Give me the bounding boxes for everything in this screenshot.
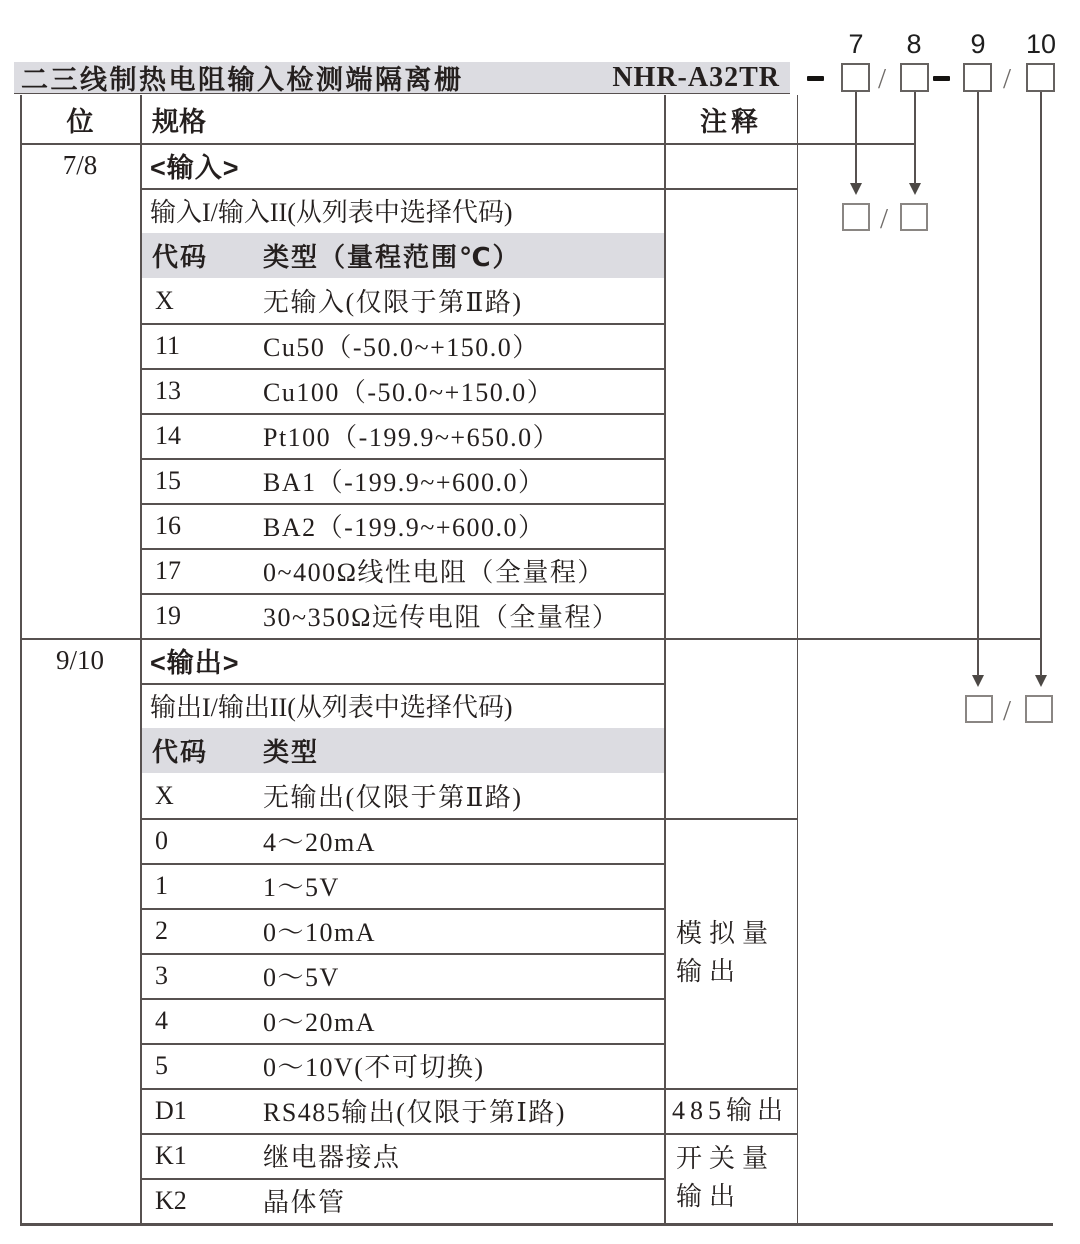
row-type: Cu100（-50.0~+150.0）	[263, 378, 555, 407]
dash-separator	[807, 76, 824, 81]
row-type: Cu50（-50.0~+150.0）	[263, 333, 540, 362]
row-code: X	[155, 780, 174, 810]
table-border-line	[1040, 92, 1042, 676]
order-box-digit-9	[963, 63, 992, 92]
slash-separator: /	[1002, 695, 1012, 727]
row-type: 4～20mA	[263, 828, 377, 857]
row-type: BA2（-199.9~+600.0）	[263, 513, 546, 542]
slash-separator: /	[877, 63, 887, 95]
row-type: BA1（-199.9~+600.0）	[263, 468, 546, 497]
column-header-note: 注释	[700, 106, 762, 137]
digit-label-7: 7	[848, 29, 864, 59]
input-code-box-1	[842, 203, 870, 231]
title-bar	[14, 62, 790, 94]
table-border-line	[20, 1223, 1053, 1226]
section-subhead: <输入>	[150, 153, 240, 183]
table-border-line	[20, 95, 22, 1223]
row-code: 2	[155, 915, 168, 945]
arrow-down-icon	[909, 183, 921, 195]
row-type: 0～20mA	[263, 1008, 377, 1037]
row-type: 0～5V	[263, 963, 340, 992]
table-border-line	[140, 1133, 798, 1135]
position-label-9-10: 9/10	[55, 645, 104, 675]
order-box-digit-10	[1026, 63, 1055, 92]
table-border-line	[140, 998, 664, 1000]
arrow-down-icon	[850, 183, 862, 195]
row-code: 19	[155, 600, 181, 630]
table-border-line	[664, 95, 666, 1223]
table-border-line	[140, 818, 798, 820]
row-code: 1	[155, 870, 168, 900]
note-485-output: 485输出	[672, 1095, 789, 1125]
table-border-line	[140, 908, 664, 910]
row-type: 继电器接点	[263, 1143, 401, 1172]
row-code: 13	[155, 375, 181, 405]
code-column-header: 代码	[152, 242, 209, 272]
table-border-line	[797, 95, 799, 1223]
row-code: 4	[155, 1005, 168, 1035]
type-column-header: 类型（量程范围℃）	[263, 242, 521, 272]
arrow-down-icon	[972, 675, 984, 687]
row-code: 15	[155, 465, 181, 495]
digit-label-8: 8	[906, 29, 922, 59]
input-code-box-2	[900, 203, 928, 231]
row-code: D1	[155, 1095, 187, 1125]
row-code: 5	[155, 1050, 168, 1080]
select-hint: 输出I/输出II(从列表中选择代码)	[150, 693, 513, 722]
row-code: K1	[155, 1140, 187, 1170]
position-label-7-8: 7/8	[62, 150, 98, 180]
row-code: 11	[155, 330, 181, 360]
row-type: 30~350Ω远传电阻（全量程）	[263, 603, 620, 632]
column-header-position: 位	[66, 106, 94, 137]
output-code-box-1	[965, 695, 993, 723]
code-column-header: 代码	[152, 737, 209, 767]
order-box-digit-7	[841, 63, 870, 92]
note-switch-output: 开关量输出	[676, 1144, 776, 1211]
select-hint: 输入I/输入II(从列表中选择代码)	[150, 198, 513, 227]
row-type: Pt100（-199.9~+650.0）	[263, 423, 561, 452]
row-type: 晶体管	[263, 1188, 346, 1217]
row-code: K2	[155, 1185, 187, 1215]
table-border-line	[977, 92, 979, 676]
column-header-spec: 规格	[152, 106, 206, 137]
digit-label-9: 9	[970, 29, 986, 59]
row-type: 0~400Ω线性电阻（全量程）	[263, 558, 605, 587]
table-border-line	[855, 92, 857, 184]
output-code-box-2	[1025, 695, 1053, 723]
table-border-line	[140, 95, 142, 1223]
model-number: NHR-A32TR	[612, 61, 780, 93]
type-column-header: 类型	[263, 737, 320, 767]
row-code: 14	[155, 420, 181, 450]
note-analog-output: 模拟量输出	[676, 919, 776, 986]
digit-label-10: 10	[1025, 29, 1057, 59]
slash-separator: /	[1002, 63, 1012, 95]
row-code: 3	[155, 960, 168, 990]
table-border-line	[140, 953, 664, 955]
row-code: 17	[155, 555, 181, 585]
row-code: 16	[155, 510, 181, 540]
code-header-band	[141, 728, 664, 773]
table-border-line	[140, 1178, 664, 1180]
order-box-digit-8	[900, 63, 929, 92]
row-code: 0	[155, 825, 168, 855]
table-border-line	[140, 863, 664, 865]
row-type: 0～10mA	[263, 918, 377, 947]
row-type: 0～10V(不可切换)	[263, 1053, 485, 1082]
slash-separator: /	[879, 203, 889, 235]
product-title: 二三线制热电阻输入检测端隔离栅	[21, 65, 464, 95]
arrow-down-icon	[1035, 675, 1047, 687]
dash-separator	[933, 76, 950, 81]
row-type: 无输出(仅限于第Ⅱ路)	[263, 783, 523, 812]
row-code: X	[155, 285, 174, 315]
table-border-line	[914, 92, 916, 184]
row-type: 1～5V	[263, 873, 340, 902]
row-type: RS485输出(仅限于第Ⅰ路)	[263, 1098, 566, 1127]
row-type: 无输入(仅限于第Ⅱ路)	[263, 288, 523, 317]
section-subhead: <输出>	[150, 648, 240, 678]
